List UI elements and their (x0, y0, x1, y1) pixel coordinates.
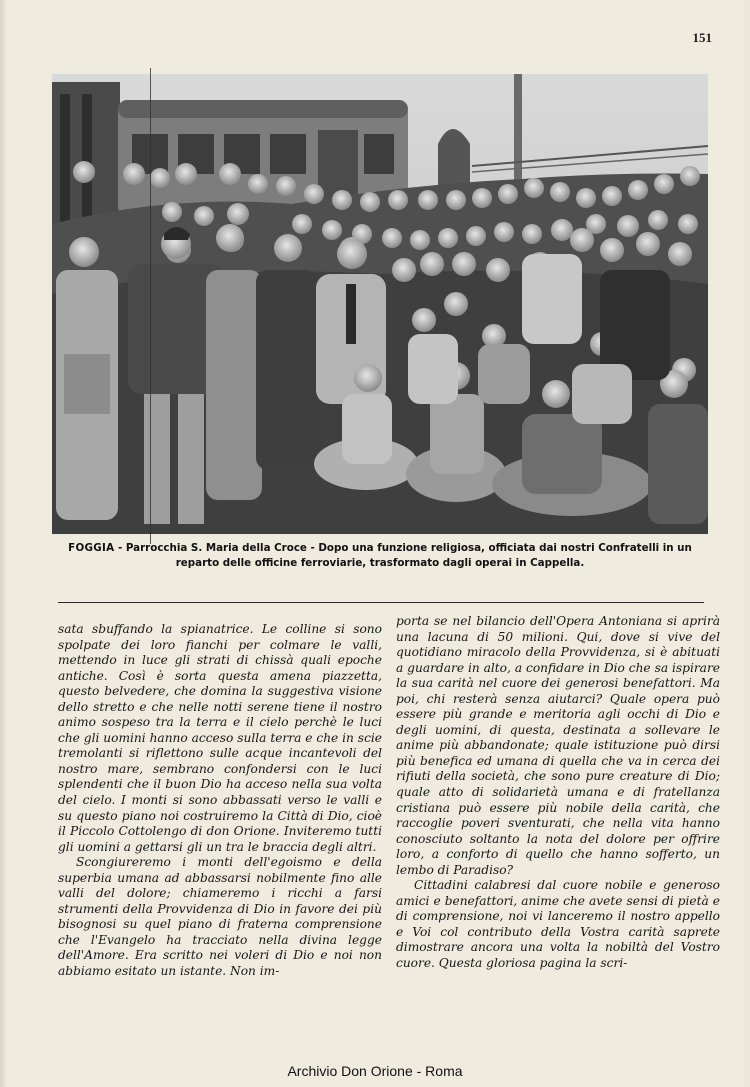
section-divider (58, 602, 704, 603)
archive-footer: Archivio Don Orione - Roma (287, 1063, 463, 1079)
left-paragraph-2: Scongiureremo i monti dell'egoismo e della superbia umana ad abbassarsi nobilmente fino alle valli del dolore; chiameremo i ricchi a farsi strumenti della Provvidenza di Dio in favore dei più bisognosi su quel piano di fraterna comprensione che l'Evangelo ha tracciato nella divina legge dell'Amore. Era scritto nei voleri di Dio e noi non abbiamo esitato un istante. Non im- (58, 855, 382, 979)
article-right-column (396, 614, 720, 972)
right-paragraph-1: porta se nel bilancio dell'Opera Antoniana si aprirà una lacuna di 50 milioni. Qui, dove si vive del quotidiano miracolo della Provvidenza, si è abituati a guardare in alto, a confidare in Dio che sa ispirare la sua carità nel cuore dei generosi benefattori. Ma poi, chi resterà senza aiutarci? Quale opera può essere più grande e meritoria agli occhi di Dio e degli uomini, di questa, destinata a sollevare le anime più abbandonate; quale istituzione può dirsi più benefica ed umana di quella che va in cerca dei rifiuti della società, che sono pure creature di Dio; quale atto di solidarietà umana e di fratellanza cristiana può essere più nobile della carità, che raccoglie poveri sventurati, che nella vita hanno conosciuto soltanto la nota del dolore per offrire loro, a conforto di quello che hanno sofferto, un lembo di Paradiso? (396, 614, 720, 877)
caption-text: - Parrocchia S. Maria della Croce - Dopo una funzione religiosa, officiata dai nostri Confratelli in un reparto delle officine ferroviarie, trasformato dagli operai in Cappella. (114, 542, 692, 569)
page-number: 151 (692, 30, 712, 45)
caption-place: FOGGIA (68, 542, 115, 554)
article-left-column (58, 622, 382, 980)
left-paragraph-1: sata sbuffando la spianatrice. Le colline si sono spolpate dei loro fianchi per colmare le valli, mettendo in luce gli strati di chissà quali epoche antiche. Così è sorta questa amena piazzetta, questo belvedere, che domina la suggestiva visione dello stretto e che nelle notti serene tiene il nostro animo sospeso tra la terra e il cielo perchè le luci che gli uomini hanno acceso sulla terra e che in scie tremolanti si riflettono sulle acque incantevoli del nostro mare, sembrano confondersi con le luci splendenti che il buon Dio ha acceso nella sua volta del cielo. I monti si sono abbassati verso le valli e su questo piano noi costruiremo la Città di Dio, cioè il Piccolo Cottolengo di don Orione. Inviteremo tutti gli uomini a gettarsi gli un tra le braccia degli altri. (58, 622, 382, 854)
right-paragraph-2: Cittadini calabresi dal cuore nobile e generoso amici e benefattori, anime che avete sensi di pietà e di comprensione, noi vi lanceremo il nostro appello e Voi col contributo della Vostra carità saprete dimostrare ancora una volta la nobiltà del Vostro cuore. Questa gloriosa pagina la scri- (396, 878, 720, 971)
scan-fold-line (150, 68, 151, 544)
photo-caption (58, 541, 702, 571)
